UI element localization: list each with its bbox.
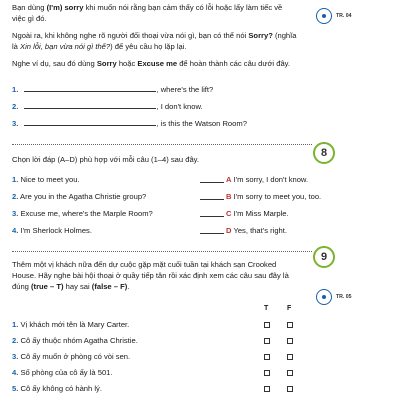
prompt-text: I'm Sherlock Holmes. [20,226,92,235]
prompt-text: Excuse me, where's the Marple Room? [20,209,153,218]
option-letter: C [226,209,232,218]
exercise-9-badge [313,246,335,268]
item-number: 2. [12,336,19,345]
option-text: I'm sorry to meet you, too. [233,192,322,201]
false-checkbox[interactable] [287,322,293,328]
item-number: 5. [12,384,19,393]
false-checkbox[interactable] [287,338,293,344]
item-text: , I don't know. [156,102,203,111]
instruction-text: hay sai [63,282,92,291]
label-true: (true – T) [31,282,64,291]
exercise-8-row-3 [12,209,352,219]
instruction-text: Nghe ví dụ, sau đó dùng [12,59,97,68]
exercise-8-instruction [12,154,312,165]
intro-text: (nghĩa là [12,31,297,51]
phrase-sorry: (I'm) sorry [46,3,84,12]
answer-blank[interactable] [200,216,224,217]
instruction-text: Thêm một vị khách nữa đến dự cuộc gặp mặt cuối tuần tại khách sạn Crooked House. Hãy nghe bài hội thoại ở quầy tiếp tân rồi xác định xem các câu sau đây là đúng [12,260,289,291]
exercise-7-item-3 [12,118,312,128]
prompt-text: Nice to meet you. [20,175,80,184]
item-number: 1. [12,320,19,329]
answer-blank[interactable] [200,233,224,234]
exercise-9-item-5 [12,384,312,394]
item-number: 3. [12,352,19,361]
exercise-7-instruction [12,58,312,69]
exercise-8-row-4 [12,226,352,236]
instruction-text: . [127,282,130,291]
exercise-8-row-2 [12,192,352,202]
intro-paragraph-1 [12,2,297,24]
column-header-false: F [287,305,292,312]
answer-blank[interactable] [24,101,156,109]
keyword-sorry: Sorry [96,59,117,68]
option-letter: B [226,192,232,201]
item-number: 2. [12,102,19,111]
audio-track-04[interactable] [316,8,352,24]
true-checkbox[interactable] [264,322,270,328]
true-checkbox[interactable] [264,354,270,360]
answer-blank[interactable] [200,182,224,183]
option-letter: D [226,226,232,235]
answer-blank[interactable] [24,118,156,126]
item-text: , is this the Watson Room? [156,119,247,128]
item-number: 4. [12,226,19,235]
intro-text: Ngoài ra, khi không nghe rõ người đối thoại vừa nói gì, bạn có thể nói [12,31,249,40]
exercise-8-badge [313,142,335,164]
option-text: I'm Miss Marple. [233,209,289,218]
item-number: 3. [12,209,19,218]
exercise-8-row-1 [12,175,352,185]
true-checkbox[interactable] [264,370,270,376]
exercise-7-item-2 [12,101,312,111]
item-number: 4. [12,368,19,377]
statement-text: Cô ấy thuộc nhóm Agatha Christie. [20,336,138,345]
answer-blank[interactable] [200,199,224,200]
statement-text: Vị khách mới tên là Mary Carter. [20,320,130,329]
audio-track-label: TR. 05 [336,294,352,300]
exercise-9-item-4 [12,368,312,378]
true-checkbox[interactable] [264,386,270,392]
intro-text: khi muốn nói rằng bạn cảm thấy có lỗi hoặc lấy làm tiếc về việc gì đó. [12,3,283,23]
audio-cd-icon [316,8,332,24]
true-checkbox[interactable] [264,338,270,344]
audio-track-label: TR. 04 [336,13,352,19]
audio-track-05[interactable] [316,289,352,305]
audio-cd-icon [316,289,332,305]
intro-text: Bạn dùng [12,3,47,12]
phrase-translation: Xin lỗi, bạn vừa nói gì thế? [20,42,111,51]
item-text: , where's the lift? [156,85,214,94]
phrase-sorry-question: Sorry? [248,31,273,40]
answer-blank[interactable] [24,84,156,92]
instruction-text: hoặc [116,59,138,68]
item-number: 3. [12,119,19,128]
exercise-9-instruction [12,259,302,292]
instruction-text: để hoàn thành các câu dưới đây. [177,59,291,68]
section-divider [12,144,312,145]
option-text: I'm sorry, I don't know. [233,175,309,184]
exercise-9-item-1 [12,320,312,330]
option-letter: A [226,175,232,184]
false-checkbox[interactable] [287,370,293,376]
statement-text: Cô ấy muốn ở phòng có vòi sen. [20,352,131,361]
exercise-9-item-3 [12,352,312,362]
statement-text: Cô ấy không có hành lý. [20,384,102,393]
section-divider [12,251,312,252]
prompt-text: Are you in the Agatha Christie group? [20,192,147,201]
false-checkbox[interactable] [287,386,293,392]
statement-text: Số phòng của cô ấy là 501. [20,368,113,377]
column-header-true: T [264,305,269,312]
item-number: 2. [12,192,19,201]
exercise-9-item-2 [12,336,312,346]
instruction-text: Chọn lời đáp (A–D) phù hợp với mỗi câu (1–4) sau đây. [12,155,200,164]
item-number: 1. [12,175,19,184]
label-false: (false – F) [91,282,128,291]
exercise-number: 8 [320,147,328,159]
false-checkbox[interactable] [287,354,293,360]
item-number: 1. [12,85,19,94]
keyword-excuse-me: Excuse me [137,59,178,68]
exercise-number: 9 [320,251,328,263]
option-text: Yes, that's right. [233,226,287,235]
intro-text: ) để yêu cầu họ lặp lại. [110,42,187,51]
intro-paragraph-2 [12,30,297,52]
exercise-7-item-1 [12,84,312,94]
